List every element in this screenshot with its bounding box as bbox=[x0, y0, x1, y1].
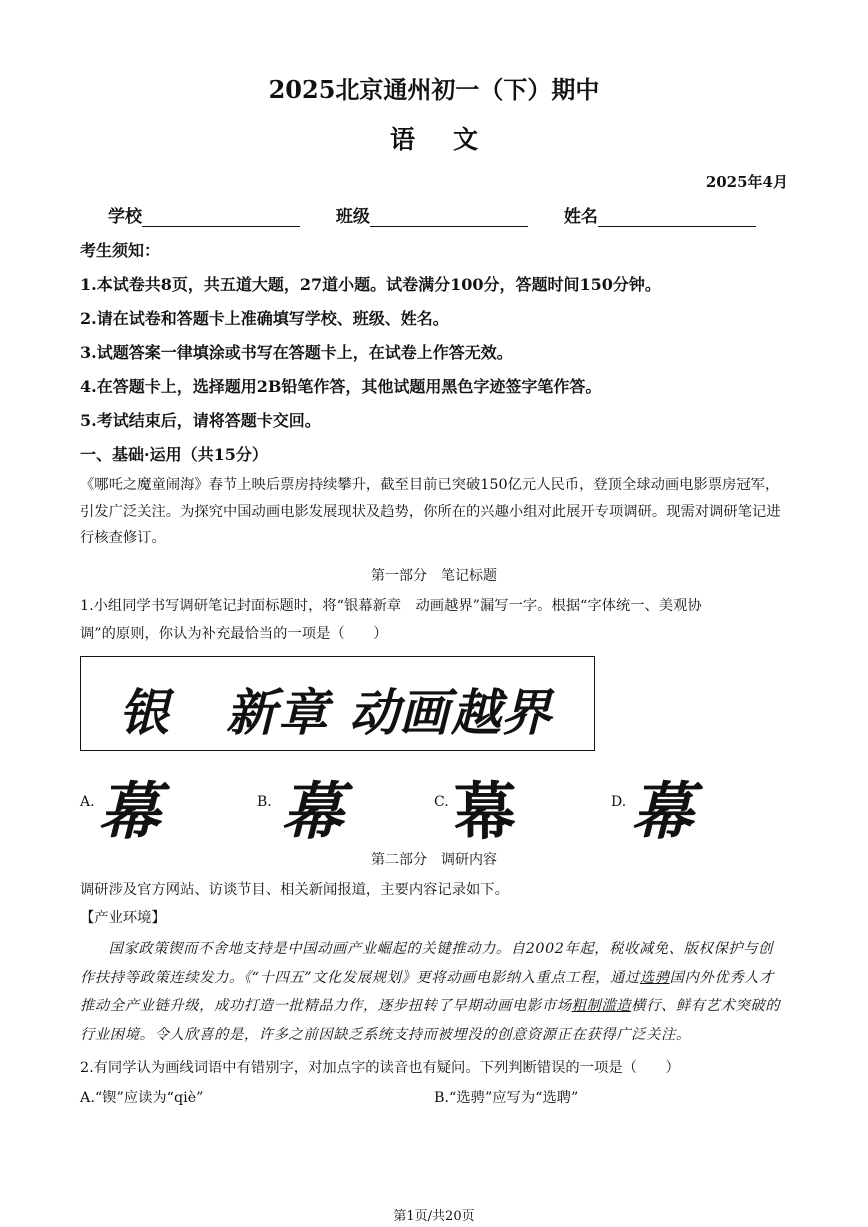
school-field[interactable]: 学校 bbox=[108, 202, 300, 227]
industry-heading: 【产业环境】 bbox=[80, 910, 166, 926]
notice-item: 5.考试结束后，请将答题卡交回。 bbox=[80, 411, 321, 430]
question-1-line2: 调”的原则，你认为补充最恰当的一项是（ ） bbox=[80, 626, 388, 642]
calligraphy-char: 章 bbox=[278, 683, 328, 742]
q2-option-b[interactable]: B.“选骋”应写为“选聘” bbox=[434, 1090, 579, 1106]
student-info-fields bbox=[108, 202, 786, 227]
notice-item: 4.在答题卡上，选择题用2B铅笔作答，其他试题用黑色字迹签字笔作答。 bbox=[80, 377, 602, 396]
option-d-glyph: 幕 bbox=[631, 775, 694, 848]
part1-title: 第一部分 笔记标题 bbox=[371, 568, 497, 584]
option-a-glyph: 幕 bbox=[98, 775, 161, 848]
calligraphy-char: 动 bbox=[349, 683, 399, 742]
part2-title: 第二部分 调研内容 bbox=[371, 852, 497, 868]
part2-intro: 调研涉及官方网站、访谈节目、相关新闻报道，主要内容记录如下。 bbox=[80, 882, 509, 898]
subject-title: 语文 bbox=[389, 125, 516, 154]
option-b-glyph: 幕 bbox=[281, 775, 344, 848]
calligraphy-char: 银 bbox=[119, 683, 169, 742]
question-2: 2.有同学认为画线词语中有错别字，对加点字的读音也有疑问。下列判断错误的一项是（ ） bbox=[80, 1060, 680, 1076]
option-c-glyph: 幕 bbox=[454, 775, 517, 848]
exam-date: 2025年4月 bbox=[705, 173, 788, 191]
notice-item: 2.请在试卷和答题卡上准确填写学校、班级、姓名。 bbox=[80, 309, 449, 328]
underlined-word: 粗制滥造 bbox=[571, 998, 632, 1014]
calligraphy-char: 界 bbox=[501, 683, 551, 742]
page-footer: 第1页/共20页 bbox=[393, 1209, 475, 1224]
notice-item: 3.试题答案一律填涂或书写在答题卡上，在试卷上作答无效。 bbox=[80, 343, 513, 362]
calligraphy-title-box bbox=[80, 656, 595, 751]
underlined-word: 选骋 bbox=[639, 969, 670, 986]
section-heading: 一、基础·运用（共15分） bbox=[80, 445, 268, 464]
industry-paragraph: 国家政策锲而不舍地支持是中国动画产业崛起的关键推动力。自2002年起，税收减免、版权保护与创作扶持等政策连续发力。《“十四五”文化发展规划》更将动画电影纳入重点工程，通过选骋国内外优秀人才推动全产业链升级，成功打造一批精品力作，逐步扭转了早期动画电影市场粗制滥造横行、鲜有艺术突破的行业困境。令人欣喜的是，许多之前因缺乏系统支持而被埋没的创意资源正在获得广泛关注。 bbox=[80, 941, 781, 1043]
name-field[interactable]: 姓名 bbox=[564, 202, 756, 227]
calligraphy-char: 画 bbox=[399, 683, 449, 742]
notice-item: 1.本试卷共8页，共五道大题，27道小题。试卷满分100分，答题时间150分钟。 bbox=[80, 275, 661, 294]
notice-heading: 考生须知： bbox=[80, 241, 161, 260]
section-intro: 《哪吒之魔童闹海》春节上映后票房持续攀升，截至目前已突破150亿元人民币，登顶全球动画电影票房冠军，引发广泛关注。为探究中国动画电影发展现状及趋势，你所在的兴趣小组对此展开专项调研。现需对调研笔记进行核查修订。 bbox=[80, 477, 781, 546]
q2-option-a[interactable]: A.“锲”应读为“qiè” bbox=[80, 1090, 204, 1106]
class-field[interactable]: 班级 bbox=[336, 202, 528, 227]
calligraphy-char: 新 bbox=[226, 683, 276, 742]
calligraphy-char: 越 bbox=[451, 683, 501, 742]
page-title: 2025北京通州初一（下）期中 bbox=[268, 75, 600, 104]
question-1-line1: 1.小组同学书写调研笔记封面标题时，将“银幕新章 动画越界”漏写一字。根据“字体统一、美观协 bbox=[80, 598, 702, 614]
